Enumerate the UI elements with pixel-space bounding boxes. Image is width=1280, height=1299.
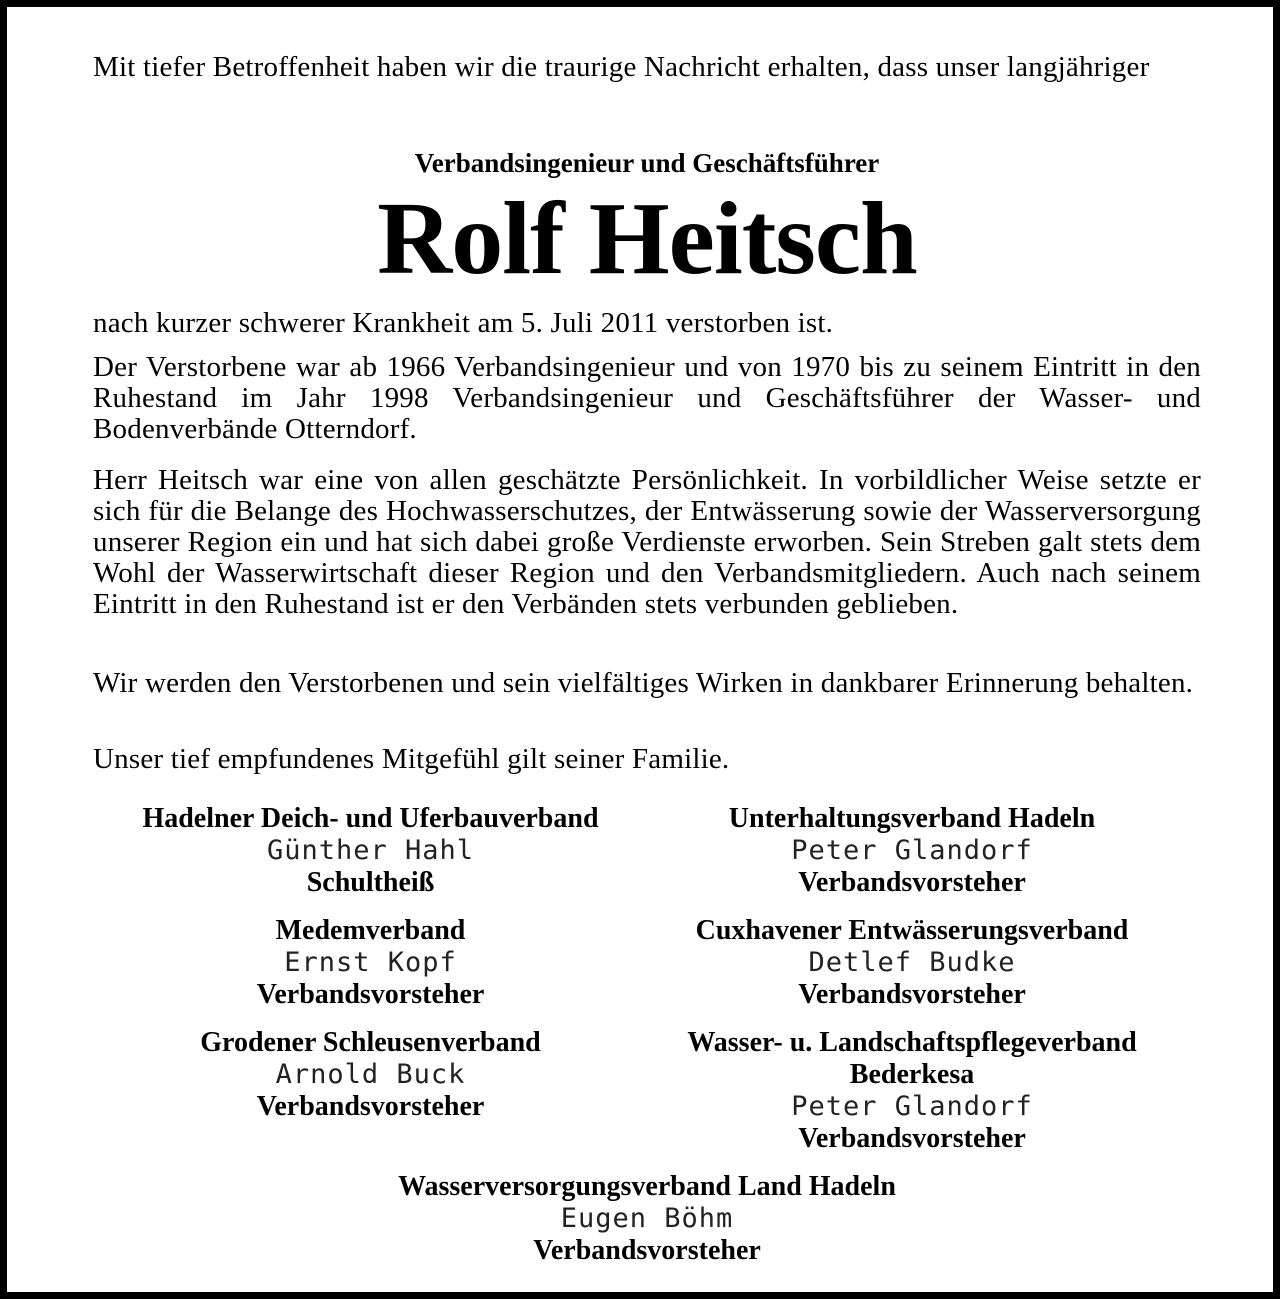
signature-person: Ernst Kopf	[284, 947, 457, 978]
signature-role: Verbandsvorsteher	[798, 867, 1026, 898]
signature-role: Schultheiß	[306, 867, 435, 898]
signature-org: Hadelner Deich- und Uferbauverband	[142, 803, 599, 834]
signature-role: Verbandsvorsteher	[798, 1123, 1026, 1154]
signature-block	[73, 1027, 668, 1123]
signature-org: Grodener Schleusenverband	[200, 1027, 541, 1058]
signature-org: Wasser- u. Landschaftspflegeverband	[687, 1027, 1137, 1058]
signature-person: Peter Glandorf	[791, 835, 1033, 866]
signature-block	[73, 803, 668, 899]
signature-block	[73, 915, 668, 1011]
signature-org: Medemverband	[275, 915, 466, 946]
signature-block	[627, 1027, 1197, 1155]
signature-role: Verbandsvorsteher	[256, 1091, 485, 1122]
signature-person: Detlef Budke	[808, 947, 1016, 978]
signature-org: Wasserversorgungsverband Land Hadeln	[398, 1171, 896, 1202]
paragraph-condolence: Unser tief empfundenes Mitgefühl gilt seiner Familie.	[93, 743, 730, 775]
signature-org: Cuxhavener Entwässerungsverband	[695, 915, 1129, 946]
signature-org-line2: Bederkesa	[849, 1059, 975, 1090]
signature-person: Eugen Böhm	[560, 1203, 734, 1234]
signature-person: Arnold Buck	[275, 1059, 466, 1090]
intro-text: Mit tiefer Betroffenheit haben wir die traurige Nachricht erhalten, dass unser langjähriger	[93, 51, 1150, 83]
signature-role: Verbandsvorsteher	[533, 1235, 761, 1266]
paragraph-tribute: Herr Heitsch war eine von allen geschätzte Persönlichkeit. In vorbildlicher Weise setzte er sich für die Belange des Hochwasserschutzes, der Entwässerung sowie der Wasserversorgung unserer Region ein und hat sich dabei große Verdienste erworben. Sein Streben galt stets dem Wohl der Wasserwirtschaft dieser Region und den Verbandsmitgliedern. Auch nach seinem Eintritt in den Ruhestand ist er den Verbänden stets verbunden geblieben.	[93, 464, 1201, 620]
deceased-title: Verbandsingenieur und Geschäftsführer	[414, 148, 880, 178]
signature-person: Peter Glandorf	[791, 1091, 1033, 1122]
signature-block	[627, 915, 1197, 1011]
paragraph-death-notice: nach kurzer schwerer Krankheit am 5. Juli 2011 verstorben ist.	[93, 307, 834, 339]
deceased-name: Rolf Heitsch	[377, 181, 917, 296]
paragraph-remembrance: Wir werden den Verstorbenen und sein vielfältiges Wirken in dankbarer Erinnerung behalten.	[93, 667, 1194, 699]
signature-org: Unterhaltungsverband Hadeln	[728, 803, 1096, 834]
signature-block	[627, 803, 1197, 899]
signature-block	[247, 1171, 1047, 1267]
signature-role: Verbandsvorsteher	[798, 979, 1026, 1010]
signature-person: Günther Hahl	[266, 835, 475, 866]
paragraph-career: Der Verstorbene war ab 1966 Verbandsingenieur und von 1970 bis zu seinem Eintritt in den Ruhestand im Jahr 1998 Verbandsingenieur und Geschäftsführer der Wasser- und Bodenverbände Otterndorf.	[93, 351, 1201, 445]
signature-role: Verbandsvorsteher	[256, 979, 485, 1010]
